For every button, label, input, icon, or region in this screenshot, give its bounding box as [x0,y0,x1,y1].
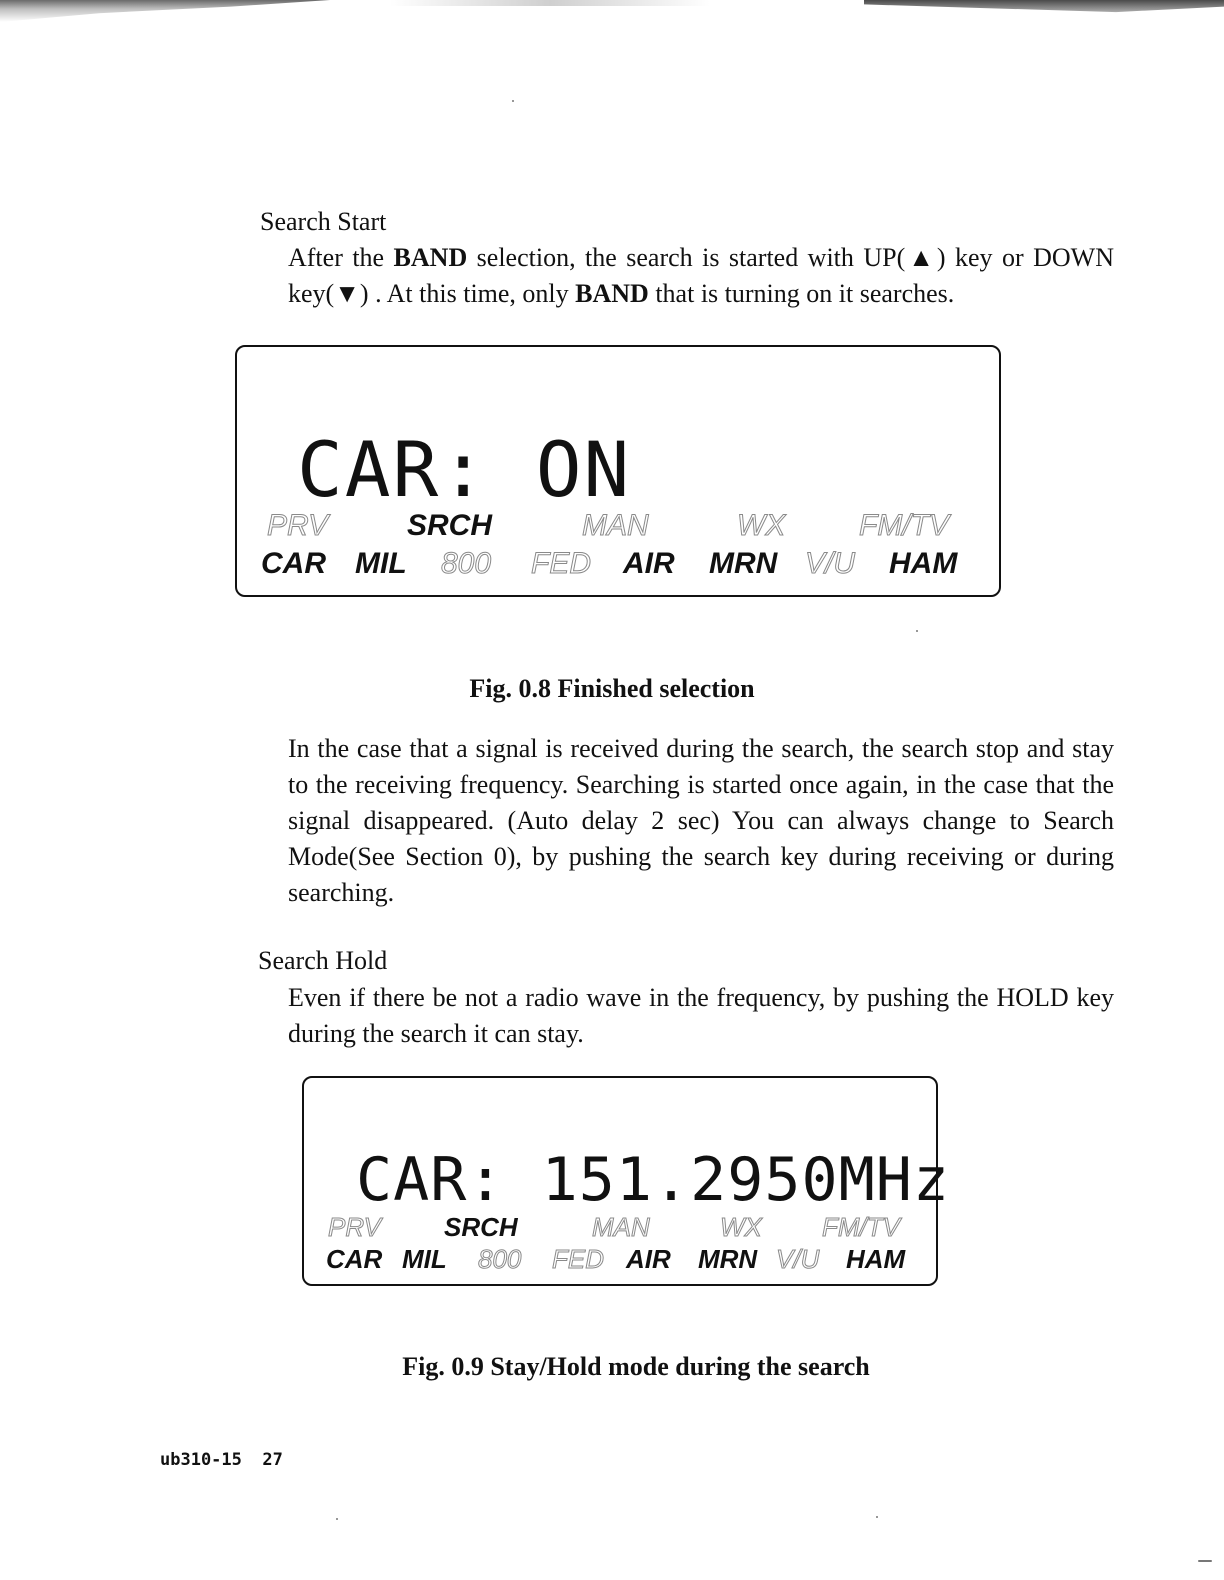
lcd-indicator-row-top [304,1212,936,1244]
text-run: After the [288,243,394,272]
indicator-srch: SRCH [444,1212,518,1242]
lcd-segment-text [356,1144,950,1216]
indicator-man: MAN [592,1212,650,1242]
indicator-wx: WX [737,509,786,542]
lcd-display-fig-0-9 [302,1076,950,1286]
lcd-segment-readout: CAR: ON [297,425,632,514]
lcd-indicator-row-bottom [304,1244,936,1276]
section-heading-search-hold: Search Hold [258,946,388,975]
text-run: Even if there be not a radio wave in the frequency, by pushing the HOLD key during the search it can stay. [288,983,1114,1048]
paragraph-signal-received: In the case that a signal is received during the search, the search stop and stay to the receiving frequency. Searching is started once again, in the case that the signal disappeared. (Auto delay 2 sec) You can always change to Search Mode(See Section 0), by pushing the search key during receiving or during searching. [288,734,1114,907]
indicator-man: MAN [582,509,649,542]
indicator-fed: FED [552,1244,604,1274]
indicator-air: AIR [626,1244,671,1274]
indicator-ham: HAM [889,547,958,580]
indicator-fm-tv: FM/TV [859,509,949,542]
figure-caption-0-8: Fig. 0.8 Finished selection [469,674,755,703]
indicator-car: CAR [261,547,326,580]
paragraph-search-start [288,240,1114,312]
document-id: ub310-15 [160,1450,242,1470]
text-run-bold: BAND [575,279,649,308]
indicator-fm-tv: FM/TV [822,1212,900,1242]
indicator-mil: MIL [402,1244,447,1274]
indicator-mrn: MRN [709,547,778,580]
indicator-air: AIR [623,547,675,580]
page-footer [160,1450,283,1470]
scan-speck [336,1518,338,1520]
indicator-mil: MIL [355,547,407,580]
lcd-indicator-row-top [237,509,999,545]
text-run: selection, the search is started with UP(▲) key or DOWN key(▼) . At this time, only [288,243,1115,308]
scan-speck [1198,1560,1212,1562]
indicator-800: 800 [478,1244,522,1274]
paragraph-search-hold [288,980,1114,1052]
scan-shadow-middle [390,0,710,6]
indicator-v-u: V/U [805,547,856,580]
indicator-fed: FED [531,547,591,580]
indicator-car: CAR [326,1244,383,1274]
lcd-segment-readout: CAR: 151.2950MHz [356,1145,950,1215]
indicator-prv: PRV [328,1212,381,1242]
indicator-prv: PRV [267,509,329,542]
lcd-indicator-row-bottom [237,547,999,583]
section-heading-search-start: Search Start [260,207,387,236]
scan-speck [876,1516,878,1518]
text-run-bold: BAND [393,243,468,272]
indicator-srch: SRCH [407,509,493,542]
scan-speck [512,100,514,102]
indicator-800: 800 [441,547,492,580]
indicator-wx: WX [720,1212,762,1242]
lcd-display-fig-0-8 [235,345,1001,597]
text-run: that is turning on it searches. [648,279,955,308]
indicator-mrn: MRN [698,1244,758,1274]
scan-speck [916,630,918,632]
scan-shadow-right [864,0,1224,22]
figure-caption-0-9: Fig. 0.9 Stay/Hold mode during the search [402,1352,870,1381]
indicator-ham: HAM [846,1244,906,1274]
lcd-segment-text [297,425,631,515]
indicator-v-u: V/U [776,1244,820,1274]
scan-shadow-left [0,0,330,22]
page-number: 27 [262,1450,283,1470]
